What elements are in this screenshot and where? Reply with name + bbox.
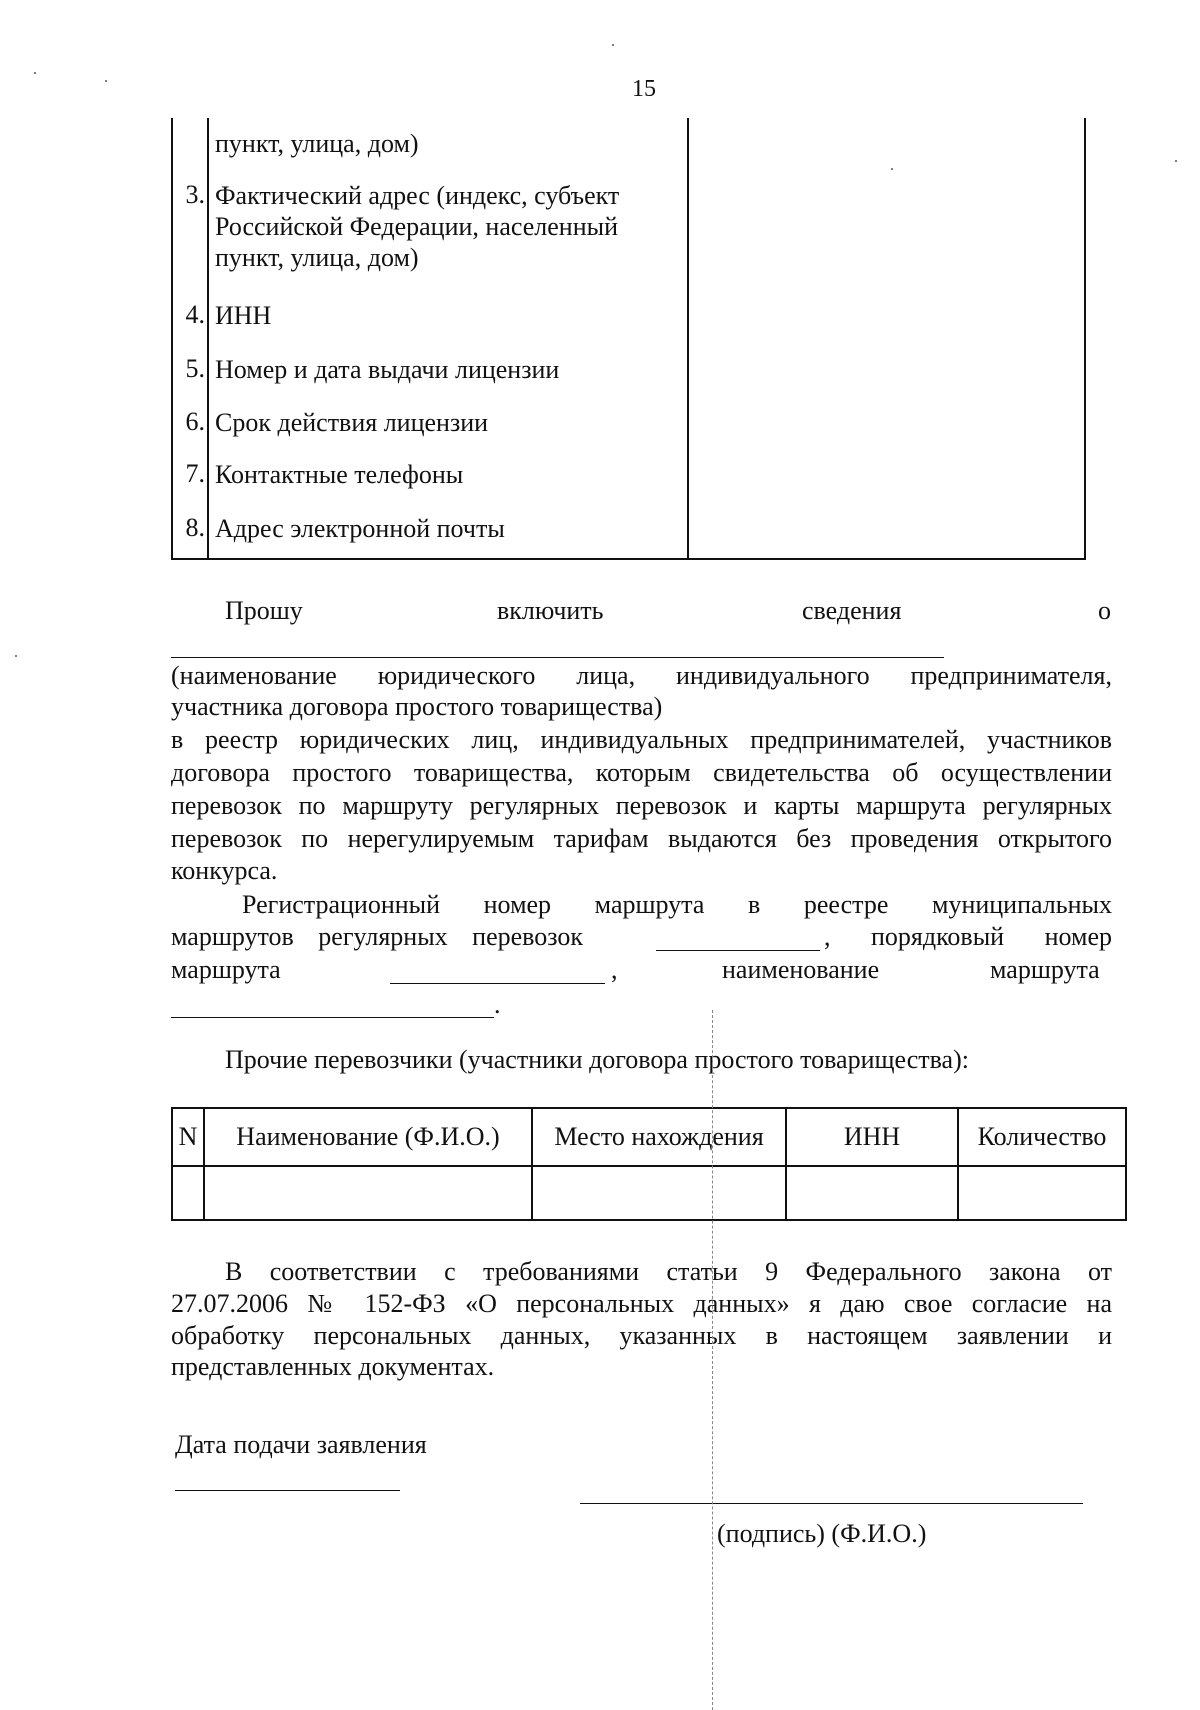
column-header-name: Наименование (Ф.И.О.) [204, 1108, 532, 1166]
route-line-2-left: маршрутов регулярных перевозок [171, 922, 584, 951]
value-column-divider [687, 118, 689, 558]
number-column-divider [207, 118, 209, 558]
submission-date-label: Дата подачи заявления [175, 1430, 427, 1459]
row-text-line: Российской Федерации, населенный [215, 212, 618, 241]
table-cell[interactable] [172, 1166, 204, 1220]
request-body-line: договора простого товарищества, которым свидетельства об осуществлении [171, 758, 1112, 787]
row-number: 3. [185, 180, 205, 209]
request-body-line: перевозок по нерегулируемым тарифам выдаются без проведения открытого [171, 824, 1112, 853]
table-cell[interactable] [958, 1166, 1126, 1220]
scan-speck [15, 655, 17, 657]
scan-speck [1175, 160, 1177, 162]
page-number: 15 [632, 76, 656, 102]
row-number: 4. [185, 300, 205, 329]
route-register-number-blank[interactable] [656, 950, 820, 951]
row-text-line: пункт, улица, дом) [215, 243, 419, 272]
table-row [172, 1166, 1126, 1220]
request-body-line: в реестр юридических лиц, индивидуальных предпринимателей, участников [171, 725, 1112, 754]
info-row-license-number: Номер и дата выдачи лицензии [215, 355, 560, 384]
row-number: 7. [185, 459, 205, 488]
info-row-phones: Контактные телефоны [215, 460, 464, 489]
scan-speck [105, 80, 107, 82]
request-word-1: Прошу [225, 596, 303, 625]
column-header-location: Место нахождения [532, 1108, 786, 1166]
route-name-label: наименование [722, 955, 880, 984]
info-row-email: Адрес электронной почты [215, 514, 505, 543]
row-text-line: Фактический адрес (индекс, субъект [215, 181, 620, 210]
other-carriers-heading: Прочие перевозчики (участники договора простого товарищества): [225, 1045, 969, 1074]
route-line-3-left: маршрута [171, 955, 281, 984]
route-sequence-number-blank[interactable] [390, 983, 605, 984]
info-row-inn: ИНН [215, 301, 272, 330]
signature-caption: (подпись) (Ф.И.О.) [717, 1519, 927, 1548]
route-line-1: Регистрационный номер маршрута в реестре муниципальных [242, 890, 1112, 919]
table-cell[interactable] [786, 1166, 958, 1220]
carriers-table [171, 1107, 1127, 1221]
request-body-line: перевозок по маршруту регулярных перевозок и карты маршрута регулярных [171, 791, 1112, 820]
route-name-blank[interactable] [171, 1017, 494, 1018]
column-header-number: N [172, 1108, 204, 1166]
row-number: 5. [185, 354, 205, 383]
entity-caption-line-2: участника договора простого товарищества) [171, 692, 663, 721]
route-line-3-comma: , [611, 955, 618, 984]
table-cell[interactable] [204, 1166, 532, 1220]
column-header-quantity: Количество [958, 1108, 1126, 1166]
request-word-3: сведения [802, 596, 902, 625]
table-cell[interactable] [532, 1166, 786, 1220]
request-word-2: включить [497, 596, 604, 625]
submission-date-blank[interactable] [175, 1490, 400, 1491]
info-table [171, 118, 1086, 560]
scan-fold-line [712, 1010, 713, 1710]
row-number: 8. [185, 513, 205, 542]
request-body-last: конкурса. [171, 856, 278, 885]
consent-line-2: 27.07.2006 № 152-ФЗ «О персональных данных» я даю свое согласие на [171, 1289, 1112, 1318]
entity-name-blank[interactable] [171, 657, 944, 658]
consent-line-3: обработку персональных данных, указанных в настоящем заявлении и [171, 1321, 1112, 1350]
route-line-2-right: , порядковый номер [824, 922, 1112, 951]
route-name-label-2: маршрута [990, 955, 1100, 984]
consent-line-4: представленных документах. [171, 1352, 495, 1381]
route-line-4-end: . [494, 990, 501, 1019]
info-row-continued [215, 128, 675, 159]
column-header-inn: ИНН [786, 1108, 958, 1166]
signature-blank[interactable] [580, 1503, 1083, 1504]
info-row-license-term: Срок действия лицензии [215, 408, 489, 437]
row-text-line: пункт, улица, дом) [215, 129, 419, 158]
entity-caption-line-1: (наименование юридического лица, индивидуального предпринимателя, [171, 661, 1112, 690]
consent-line-1: В соответствии с требованиями статьи 9 Федерального закона от [225, 1257, 1112, 1286]
scan-speck [612, 44, 614, 46]
info-row-actual-address [215, 180, 675, 273]
scan-speck [891, 168, 893, 170]
request-word-4: о [1098, 596, 1111, 625]
scan-speck [34, 72, 36, 74]
row-number: 6. [185, 407, 205, 436]
